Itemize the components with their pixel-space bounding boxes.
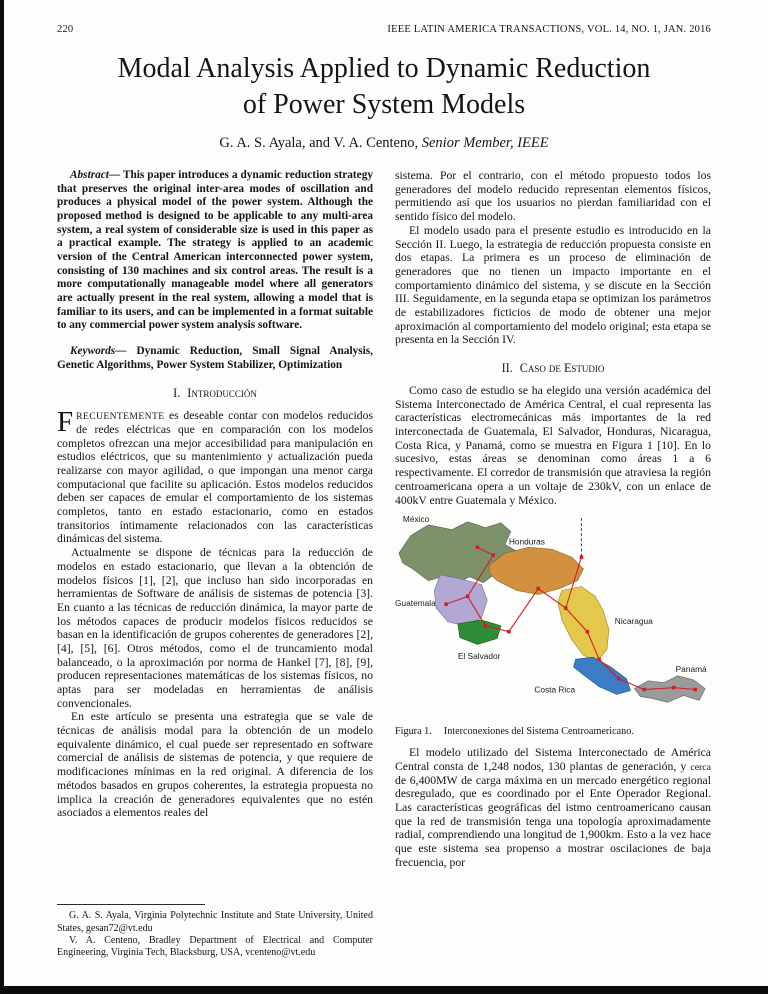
- drop-cap: F: [57, 406, 74, 439]
- section-1-number: I.: [173, 386, 181, 401]
- author-footnote: [57, 904, 373, 971]
- case-study-paragraph-2-a: El modelo utilizado del Sistema Interconectado de América Central consta de 1,248 nodos, 130 plantas de generación, y: [395, 746, 711, 773]
- section-1-title: Introducción: [187, 386, 257, 401]
- section-1-heading: [57, 386, 373, 401]
- right-column: [395, 169, 711, 971]
- footnote-rule: [57, 904, 205, 905]
- intro-paragraph-1: [57, 406, 373, 546]
- map-label-panama: Panamá: [675, 664, 707, 675]
- paper-title-line2: of Power System Models: [242, 88, 526, 120]
- paper-title: [57, 51, 711, 122]
- section-2-heading: [395, 361, 711, 376]
- case-study-paragraph-2: [395, 746, 711, 869]
- left-column: [57, 169, 373, 971]
- lead-word: RECUENTEMENTE: [76, 411, 165, 423]
- two-column-body: [57, 169, 711, 971]
- abstract-label: Abstract—: [70, 169, 121, 182]
- intro-paragraph-3: En este artículo se presenta una estrategia que se vale de técnicas de análisis modal para la obtención de un modelo equivalente dinámico, el cual puede ser representado en software comercial de análisis de sistemas de potencia, y que requiere de modificaciones mínimas en la red original. A diferencia de los métodos basados en grupos coherentes, la estrategia propuesta no implica la creación de generadores equivalentes que no estén asociados a elementos reales del: [57, 710, 373, 820]
- map-label-nicaragua: Nicaragua: [614, 616, 653, 627]
- case-study-paragraph-2-b: de 6,400MW de carga máxima en un mercado energético regional desregulado, que es coordinado por el Ente Operador Regional. Las características geográficas del istmo centroamericano causan que la red de transmisión tenga una topología aproximadamente radial, comprendiendo una longitud de 1,900km. Esto a la vez hace que este sistema sea propenso a mostrar oscilaciones de baja frecuencia, por: [395, 773, 711, 869]
- continuation-paragraph: sistema. Por el contrario, con el método propuesto todos los generadores del modelo reducido representan elementos físicos, permitiendo así que los usuarios no pierdan familiaridad con el sentido físico del modelo.: [395, 169, 711, 224]
- intro-paragraph-1-text: es deseable contar con modelos reducidos de redes eléctricas que en comparación con los modelos completos ofrezcan una mejor accesibilidad para manipulación en estudios eléctricos, que su mantenimiento y actualización pueda realizarse con mayor agilidad, o que impongan una menor carga computacional que facilite su aplicación. Estos modelos reducidos deben ser capaces de emular el comportamiento de los sistemas completos, tanto en estado estacionario, como en estados transitorios íntimamente relacionados con las características dinámicas del sistema.: [57, 409, 373, 546]
- map-label-mexico: México: [402, 514, 430, 525]
- page-number: 220: [57, 24, 74, 35]
- map-shape-nicaragua: [558, 587, 609, 662]
- abstract-paragraph: [57, 169, 373, 333]
- abstract-text: This paper introduces a dynamic reduction strategy that preserves the original inter-area modes of oscillation and produces a physical model of the power system. Although the proposed method is designed to be applicable to any multi-area system, a real system of considerable size is used in this paper as a practical example. The strategy is applied to an academic version of the Central American interconnected power system, consisting of 130 machines and six control areas. The result is a more computationally manageable model where all generators are actually present in the real system, allowing a model that is familiar to its users, and can be implemented in a format suitable to any commercial power system analysis software.: [57, 169, 373, 332]
- section-2-number: II.: [501, 361, 513, 376]
- author-line: [57, 135, 711, 152]
- keywords-label: Keywords—: [70, 344, 127, 357]
- figure-1-caption: [395, 726, 711, 737]
- keywords-text: Dynamic Reduction, Small Signal Analysis, Genetic Algorithms, Power System Stabilizer, Optimization: [57, 344, 373, 371]
- running-header: [57, 24, 711, 35]
- central-america-map: [395, 512, 711, 720]
- intro-paragraph-2: Actualmente se dispone de técnicas para la reducción de modelos en estado estacionario, que llevan a la obtención de modelos físicos [1], [2], que incluso han sido incorporadas en herramientas de Software de análisis de sistemas de potencia [3]. En cuanto a las técnicas de reducción dinámica, la mayor parte de los métodos capaces de producir modelos físicos reducidos se basan en la identificación de grupos coherentes de generadores [2], [4], [5], [6]. Otros métodos, como el de truncamiento modal balanceado, o la aproximación por norma de Hankel [7], [8], [9], producen representaciones matemáticas de los sistemas físicos, no aptas para ser modeladas en herramientas de análisis convencionales.: [57, 546, 373, 710]
- footnote-author-1: G. A. S. Ayala, Virginia Polytechnic Institute and State University, United States, gesan72@vt.edu: [57, 910, 373, 934]
- map-label-el-salvador: El Salvador: [457, 651, 501, 662]
- footnote-author-2: V. A. Centeno, Bradley Department of Electrical and Computer Engineering, Virginia Tech, Blacksburg, USA, vcenteno@vt.edu: [57, 934, 373, 958]
- map-label-costa-rica: Costa Rica: [534, 684, 576, 695]
- map-shape-guatemala: [434, 575, 487, 626]
- figure-1-caption-text: Interconexiones del Sistema Centroamericano.: [443, 726, 634, 738]
- outline-paragraph: El modelo usado para el presente estudio es introducido en la Sección II. Luego, la estrategia de reducción propuesta consiste en dos etapas. La primera es un proceso de eliminación de generadores que no tienen un impacto importante en el comportamiento dinámico del sistema, y se discute en la Sección III. Seguidamente, en la segunda etapa se optimizan los parámetros de estabilizadores ficticios de modo de obtener una mejor aproximación al comportamiento del modelo original; esta etapa se presenta en la Sección IV.: [395, 223, 711, 347]
- map-shape-honduras: [489, 548, 583, 595]
- case-study-paragraph-2-small: cerca: [690, 761, 711, 773]
- section-2-title: Caso de Estudio: [519, 361, 605, 376]
- author-membership: Senior Member, IEEE: [421, 135, 549, 152]
- author-names: G. A. S. Ayala, and V. A. Centeno,: [219, 135, 422, 152]
- map-shape-el-salvador: [458, 620, 501, 645]
- paper-title-line1: Modal Analysis Applied to Dynamic Reduction: [117, 53, 651, 84]
- case-study-paragraph-1: Como caso de estudio se ha elegido una versión académica del Sistema Interconectado de América Central, el cual representa las características electromecánicas más importantes de la red interconectada de Guatemala, El Salvador, Honduras, Nicaragua, Costa Rica, y Panamá, como se muestra en Figura 1 [10]. En lo sucesivo, estas áreas se denominan como áreas 1 a 6 respectivamente. El corredor de transmisión que atraviesa la región centroamericana opera a un voltaje de 230kV, con un enlace de 400kV entre Guatemala y México.: [395, 384, 711, 507]
- map-label-guatemala: Guatemala: [395, 598, 436, 609]
- figure-1: [395, 512, 711, 720]
- figure-1-caption-label: Figura 1.: [395, 726, 432, 738]
- keywords-paragraph: [57, 345, 373, 372]
- journal-title: IEEE LATIN AMERICA TRANSACTIONS, VOL. 14, NO. 1, JAN. 2016: [387, 24, 711, 35]
- map-label-honduras: Honduras: [508, 536, 545, 547]
